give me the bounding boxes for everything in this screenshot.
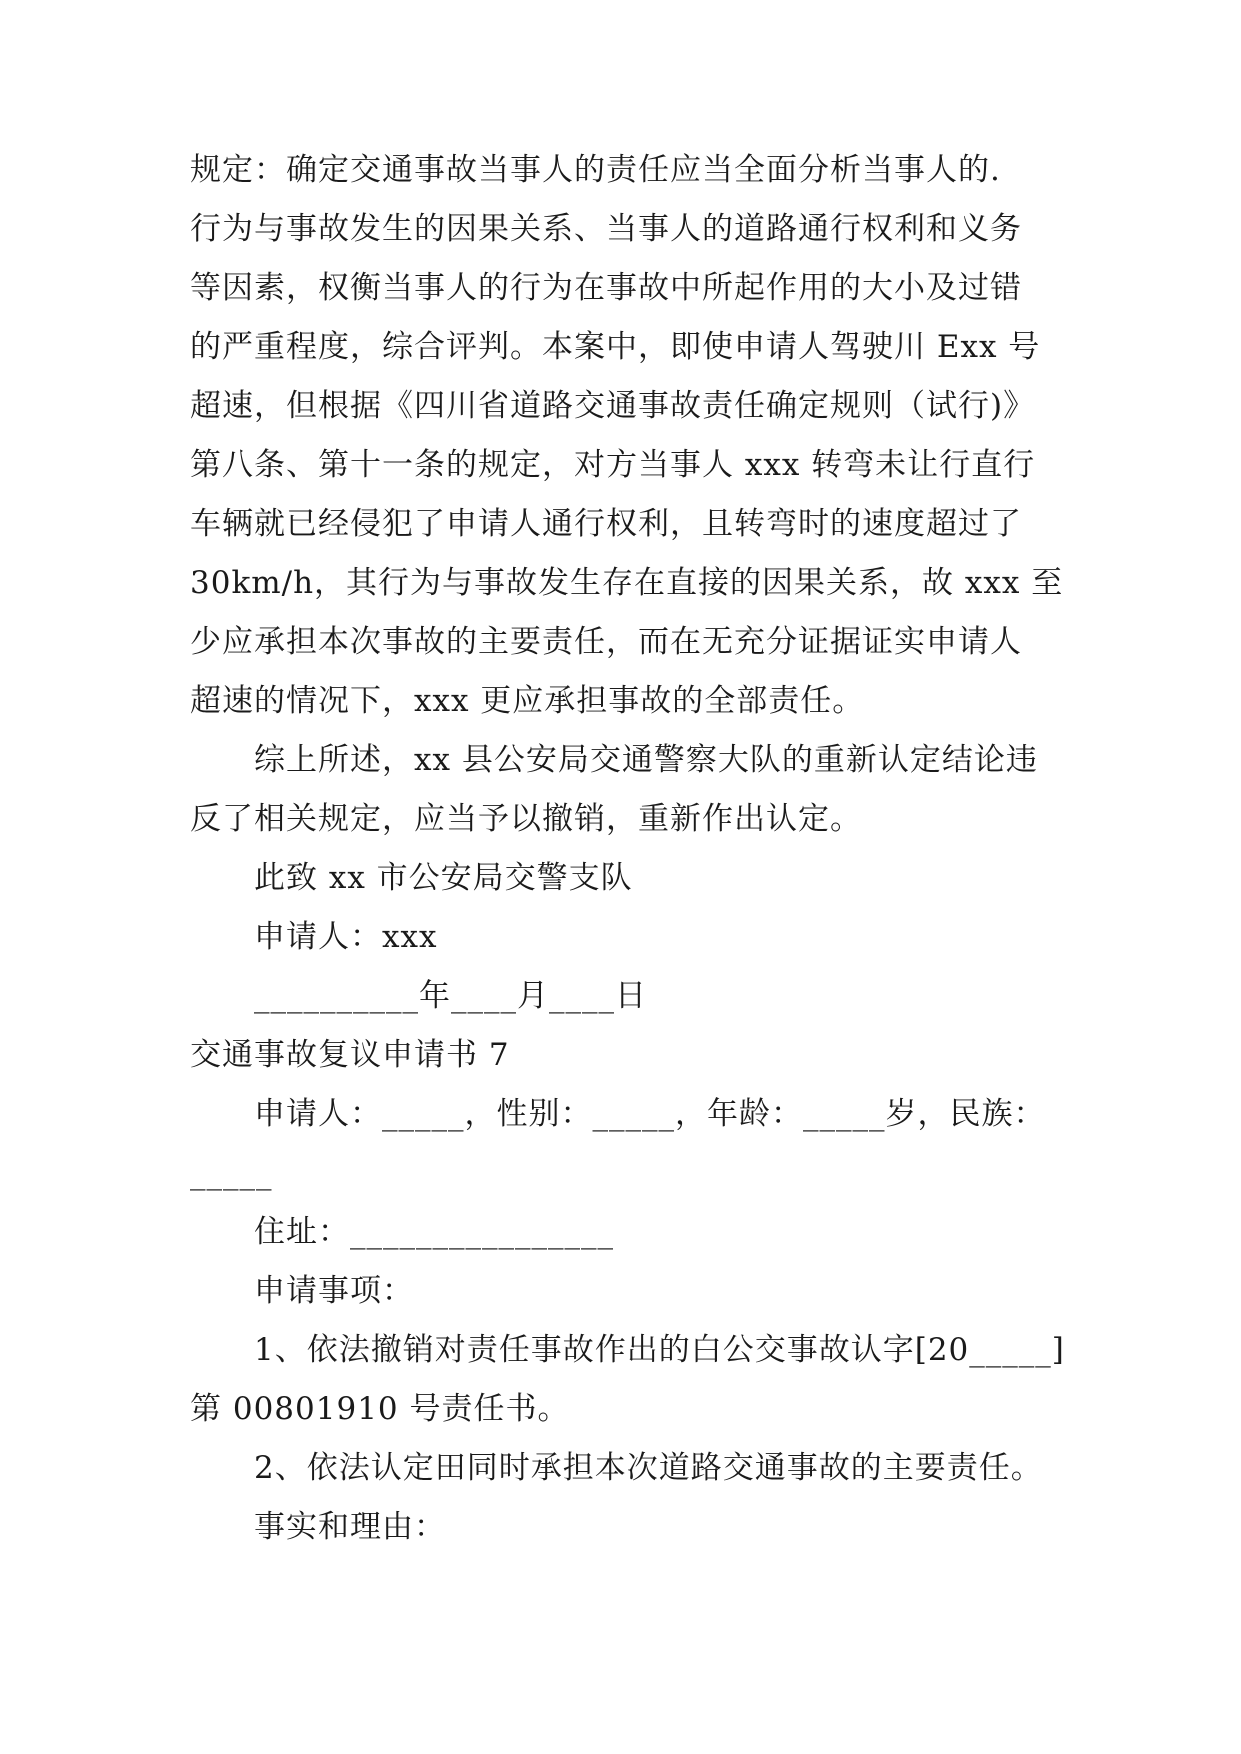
body-text-line: 第八条、第十一条的规定，对方当事人 xxx 转弯未让行直行 (190, 447, 1036, 483)
request-item-1: 1、依法撤销对责任事故作出的白公交事故认字[20_____] (254, 1332, 1065, 1368)
request-item-1-continued: 第 00801910 号责任书。 (190, 1391, 570, 1427)
applicant-info-line: 申请人：_____，性别：_____，年龄：_____岁，民族： (254, 1096, 1046, 1132)
body-text-line: 等因素，权衡当事人的行为在事故中所起作用的大小及过错 (190, 270, 1022, 306)
address-line: 住址：________________ (254, 1214, 614, 1250)
body-text-line: 的严重程度，综合评判。本案中，即使申请人驾驶川 Exx 号 (190, 329, 1041, 365)
body-text-line: 30km/h，其行为与事故发生存在直接的因果关系，故 xxx 至 (190, 565, 1064, 601)
salutation-line: 此致 xx 市公安局交警支队 (254, 860, 633, 896)
body-text-line: 行为与事故发生的因果关系、当事人的道路通行权利和义务 (190, 211, 1022, 247)
body-text-line: 超速的情况下，xxx 更应承担事故的全部责任。 (190, 683, 865, 719)
section-title: 交通事故复议申请书 7 (190, 1037, 510, 1073)
ethnicity-blank-line: _____ (190, 1155, 273, 1191)
request-heading: 申请事项： (254, 1273, 414, 1309)
body-text-line: 反了相关规定，应当予以撤销，重新作出认定。 (190, 801, 862, 837)
applicant-signature-line: 申请人：xxx (254, 919, 438, 955)
body-text-line: 少应承担本次事故的主要责任，而在无充分证据证实申请人 (190, 624, 1022, 660)
body-text-line: 车辆就已经侵犯了申请人通行权利，且转弯时的速度超过了 (190, 506, 1022, 542)
body-text-line: 超速，但根据《四川省道路交通事故责任确定规则（试行)》 (190, 388, 1036, 424)
paragraph-first-line: 综上所述，xx 县公安局交通警察大队的重新认定结论违 (254, 742, 1038, 778)
request-item-2: 2、依法认定田同时承担本次道路交通事故的主要责任。 (254, 1450, 1043, 1486)
date-line: __________年____月____日 (254, 978, 647, 1014)
facts-reasons-heading: 事实和理由： (254, 1509, 446, 1545)
body-text-line: 规定：确定交通事故当事人的责任应当全面分析当事人的. (190, 152, 1001, 188)
